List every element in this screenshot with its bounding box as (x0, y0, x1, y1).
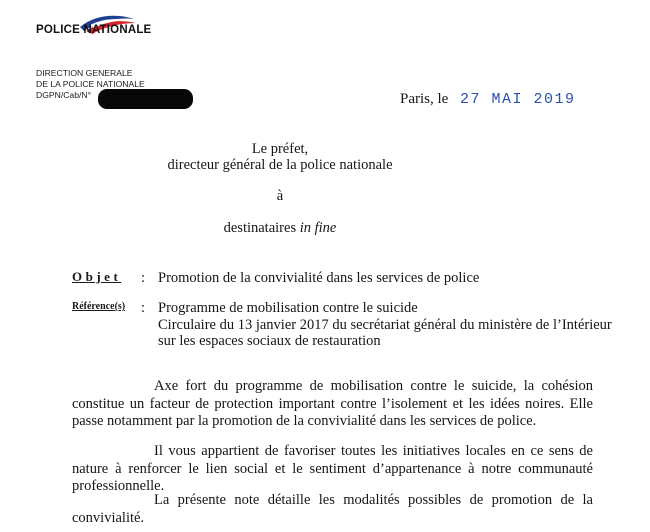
redaction-bar (98, 89, 193, 109)
place-label: Paris, le (400, 91, 449, 107)
recipients-in-fine: in fine (299, 220, 337, 236)
objet-text: Promotion de la convivialité dans les services de police (158, 270, 480, 286)
date-stamp: 27 MAI 2019 (460, 91, 576, 108)
references-colon: : (141, 300, 146, 316)
body-paragraph: Il vous appartient de favoriser toutes les initiatives locales en ce sens de nature à renforcer le lien social et le sentiment d’appartenance à notre communauté professionnelle. (72, 443, 593, 494)
objet-colon: : (141, 270, 146, 286)
reference-item: Programme de mobilisation contre le suicide (158, 300, 418, 316)
body-paragraph: La présente note détaille les modalités possibles de promotion de la convivialité. (72, 492, 593, 526)
reference-item: Circulaire du 13 janvier 2017 du secrétariat général du ministère de l’Intérieur (158, 316, 612, 333)
signatory-title: Le préfet, (251, 141, 309, 157)
body-paragraph: Axe fort du programme de mobilisation contre le suicide, la cohésion constitue un facteur de protection important contre l’isolement et les idées noires. Elle passe notamment par la promotion de la convivialité dans les services de police. (72, 378, 593, 429)
sender-line-police: DE LA POLICE NATIONALE (36, 79, 145, 89)
recipients-prefix: destinataires (223, 220, 300, 236)
signatory-function: directeur général de la police nationale (167, 157, 393, 173)
sender-line-direction: DIRECTION GENERALE (36, 68, 133, 78)
references-list (158, 300, 612, 350)
signatory-to: à (276, 188, 284, 204)
reference-item: sur les espaces sociaux de restauration (158, 333, 381, 349)
objet-label: Objet (72, 269, 122, 284)
references-label: Référence(s) (72, 301, 126, 312)
sender-line-reference: DGPN/Cab/N° (36, 90, 92, 100)
logo-text: POLICE NATIONALE (36, 24, 152, 36)
recipients-line (0, 220, 560, 237)
